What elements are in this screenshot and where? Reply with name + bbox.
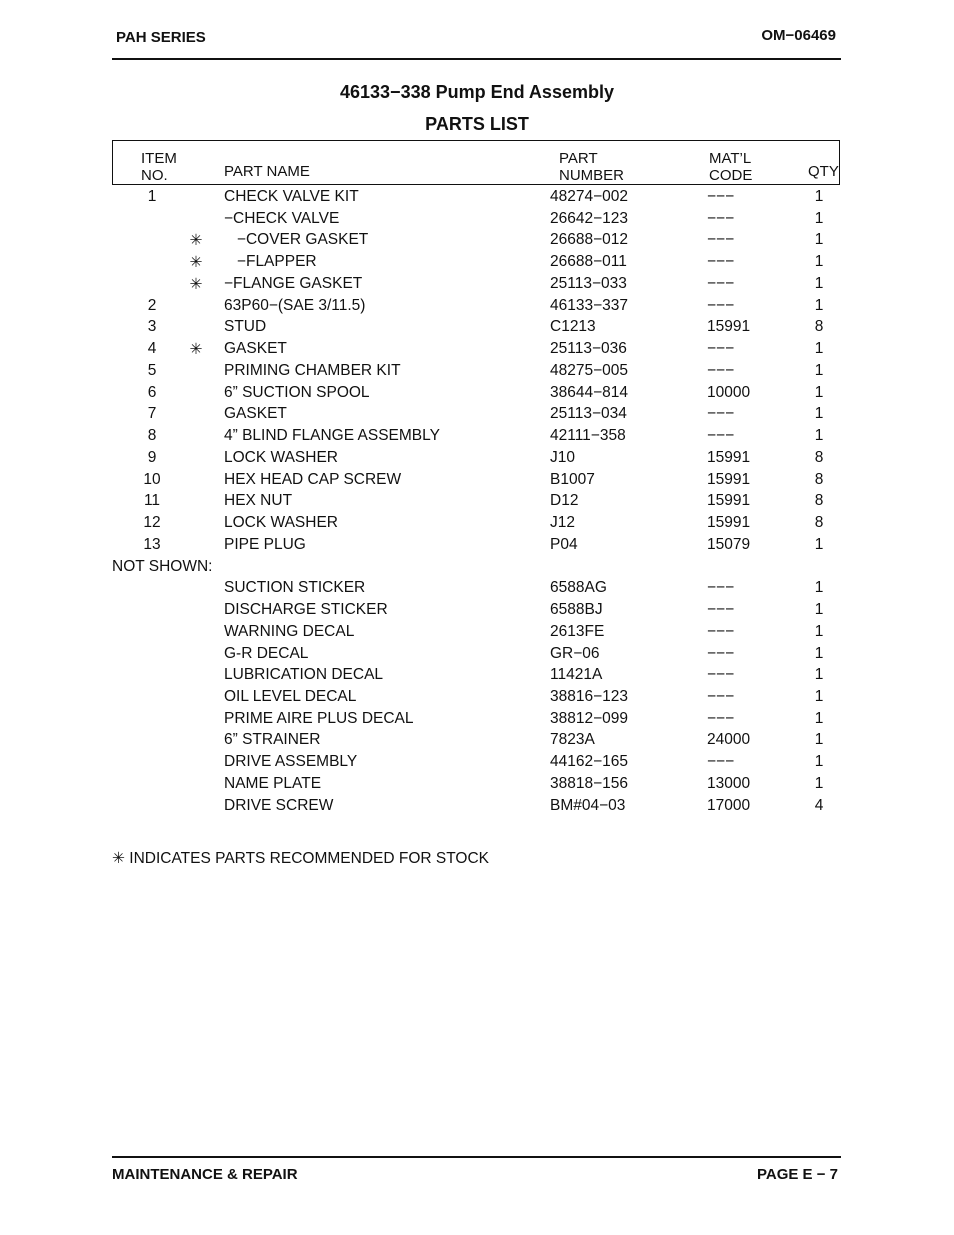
- part-number: GR−06: [550, 645, 600, 662]
- part-number: P04: [550, 536, 578, 553]
- material-code: 15991: [707, 492, 751, 509]
- part-name: HEX HEAD CAP SCREW: [224, 471, 402, 488]
- part-number: BM#04−03: [550, 797, 626, 814]
- quantity: 1: [814, 536, 824, 553]
- part-number: 38812−099: [550, 710, 629, 727]
- part-number: J10: [550, 449, 575, 466]
- part-name: 6” STRAINER: [224, 731, 321, 748]
- part-number: 25113−034: [550, 405, 627, 422]
- table-row: [0, 253, 954, 274]
- material-code: −−−: [707, 231, 735, 248]
- part-number: 26642−123: [550, 210, 629, 227]
- part-name: 4” BLIND FLANGE ASSEMBLY: [224, 427, 440, 444]
- table-row: [0, 492, 954, 513]
- part-number: D12: [550, 492, 579, 509]
- material-code: −−−: [707, 601, 735, 618]
- material-code: −−−: [707, 427, 735, 444]
- item-number: 8: [147, 427, 157, 444]
- material-code: 24000: [707, 731, 751, 748]
- col-item-line2: NO.: [141, 167, 168, 184]
- quantity: 1: [814, 297, 824, 314]
- part-name: LOCK WASHER: [224, 449, 338, 466]
- header-rule: [112, 58, 841, 60]
- part-number: 7823A: [550, 731, 595, 748]
- quantity: 1: [814, 623, 824, 640]
- part-name: DRIVE SCREW: [224, 797, 334, 814]
- quantity: 1: [814, 340, 824, 357]
- stock-marker: ✳: [189, 232, 203, 249]
- stock-marker: ✳: [189, 276, 203, 293]
- part-number: 26688−012: [550, 231, 629, 248]
- part-name: PRIME AIRE PLUS DECAL: [224, 710, 414, 727]
- table-row: [0, 405, 954, 426]
- table-row: [0, 384, 954, 405]
- part-name: OIL LEVEL DECAL: [224, 688, 357, 705]
- part-number: 46133−337: [550, 297, 629, 314]
- table-row: [0, 666, 954, 687]
- table-row: [0, 623, 954, 644]
- table-row: [0, 601, 954, 622]
- table-row: [0, 753, 954, 774]
- quantity: 1: [814, 645, 824, 662]
- quantity: 1: [814, 275, 824, 292]
- part-number: 38818−156: [550, 775, 629, 792]
- quantity: 8: [814, 318, 824, 335]
- quantity: 8: [814, 514, 824, 531]
- part-name: G-R DECAL: [224, 645, 309, 662]
- series-label: PAH SERIES: [116, 29, 206, 46]
- part-number: 48275−005: [550, 362, 629, 379]
- part-number: 6588AG: [550, 579, 607, 596]
- col-mat-line2: CODE: [709, 167, 753, 184]
- item-number: 9: [147, 449, 157, 466]
- material-code: −−−: [707, 688, 735, 705]
- part-name: −FLAPPER: [224, 253, 317, 270]
- material-code: −−−: [707, 666, 735, 683]
- table-row: [0, 514, 954, 535]
- material-code: 15991: [707, 449, 751, 466]
- quantity: 1: [814, 753, 824, 770]
- quantity: 1: [814, 601, 824, 618]
- quantity: 1: [814, 210, 824, 227]
- table-row: [0, 645, 954, 666]
- table-row: [0, 275, 954, 296]
- quantity: 8: [814, 471, 824, 488]
- part-number: 42111−358: [550, 427, 626, 444]
- material-code: −−−: [707, 710, 735, 727]
- item-number: 12: [143, 514, 161, 531]
- quantity: 1: [814, 384, 824, 401]
- part-name: LOCK WASHER: [224, 514, 338, 531]
- col-item-line1: ITEM: [141, 150, 177, 167]
- stock-marker: ✳: [189, 254, 203, 271]
- part-number: 6588BJ: [550, 601, 603, 618]
- material-code: −−−: [707, 645, 735, 662]
- table-row: [0, 797, 954, 818]
- stock-footnote: ✳ INDICATES PARTS RECOMMENDED FOR STOCK: [112, 850, 489, 867]
- part-name: −FLANGE GASKET: [224, 275, 363, 292]
- col-part-line2: NUMBER: [559, 167, 625, 184]
- col-part-name: PART NAME: [224, 163, 310, 180]
- table-row: [0, 731, 954, 752]
- item-number: 7: [147, 405, 157, 422]
- quantity: 8: [814, 492, 824, 509]
- quantity: 1: [814, 405, 824, 422]
- part-name: HEX NUT: [224, 492, 293, 509]
- part-name: NAME PLATE: [224, 775, 322, 792]
- table-row: [0, 297, 954, 318]
- part-number: 26688−011: [550, 253, 627, 270]
- parts-list-title: PARTS LIST: [425, 114, 529, 134]
- col-qty: QTY: [808, 163, 839, 180]
- part-number: B1007: [550, 471, 595, 488]
- table-row: [0, 471, 954, 492]
- quantity: 1: [814, 253, 824, 270]
- part-name: GASKET: [224, 405, 287, 422]
- quantity: 4: [814, 797, 824, 814]
- item-number: 6: [147, 384, 157, 401]
- table-row: [0, 775, 954, 796]
- material-code: −−−: [707, 253, 735, 270]
- material-code: −−−: [707, 405, 735, 422]
- item-number: 11: [143, 492, 161, 509]
- material-code: −−−: [707, 579, 735, 596]
- table-row: [0, 188, 954, 209]
- page-number: PAGE E − 7: [756, 1166, 838, 1183]
- part-name: 63P60−(SAE 3/11.5): [224, 297, 366, 314]
- item-number: 4: [147, 340, 157, 357]
- material-code: 15991: [707, 514, 751, 531]
- quantity: 1: [814, 427, 824, 444]
- quantity: 8: [814, 449, 824, 466]
- part-name: GASKET: [224, 340, 287, 357]
- quantity: 1: [814, 188, 824, 205]
- part-name: WARNING DECAL: [224, 623, 355, 640]
- table-row: [0, 427, 954, 448]
- material-code: −−−: [707, 623, 735, 640]
- part-number: 25113−033: [550, 275, 627, 292]
- table-row: [0, 449, 954, 470]
- table-row: [0, 231, 954, 252]
- part-name: 6” SUCTION SPOOL: [224, 384, 370, 401]
- col-part-line1: PART: [559, 150, 598, 167]
- part-number: 25113−036: [550, 340, 627, 357]
- part-name: CHECK VALVE KIT: [224, 188, 359, 205]
- material-code: 17000: [707, 797, 751, 814]
- quantity: 1: [814, 231, 824, 248]
- part-name: −COVER GASKET: [224, 231, 369, 248]
- part-number: 48274−002: [550, 188, 629, 205]
- table-row: [0, 688, 954, 709]
- document-number: OM−06469: [761, 27, 836, 44]
- item-number: 5: [147, 362, 157, 379]
- item-number: 1: [147, 188, 157, 205]
- material-code: −−−: [707, 753, 735, 770]
- quantity: 1: [814, 688, 824, 705]
- part-name: −CHECK VALVE: [224, 210, 340, 227]
- quantity: 1: [814, 731, 824, 748]
- quantity: 1: [814, 775, 824, 792]
- material-code: −−−: [707, 340, 735, 357]
- material-code: −−−: [707, 297, 735, 314]
- item-number: 13: [143, 536, 161, 553]
- material-code: 15991: [707, 318, 751, 335]
- part-name: PRIMING CHAMBER KIT: [224, 362, 401, 379]
- material-code: −−−: [707, 362, 735, 379]
- table-row: [0, 210, 954, 231]
- part-name: STUD: [224, 318, 267, 335]
- quantity: 1: [814, 710, 824, 727]
- quantity: 1: [814, 362, 824, 379]
- material-code: 15991: [707, 471, 751, 488]
- quantity: 1: [814, 666, 824, 683]
- part-name: LUBRICATION DECAL: [224, 666, 384, 683]
- item-number: 10: [143, 471, 161, 488]
- item-number: 2: [147, 297, 157, 314]
- footer-rule: [112, 1156, 841, 1158]
- table-row: [0, 579, 954, 600]
- part-number: J12: [550, 514, 575, 531]
- part-number: 2613FE: [550, 623, 605, 640]
- material-code: 10000: [707, 384, 751, 401]
- part-name: DISCHARGE STICKER: [224, 601, 388, 618]
- item-number: 3: [147, 318, 157, 335]
- material-code: 13000: [707, 775, 751, 792]
- part-name: PIPE PLUG: [224, 536, 306, 553]
- part-number: 38816−123: [550, 688, 629, 705]
- col-mat-line1: MAT’L: [709, 150, 752, 167]
- part-number: 11421A: [550, 666, 603, 683]
- table-row: [0, 318, 954, 339]
- table-row: [0, 710, 954, 731]
- quantity: 1: [814, 579, 824, 596]
- part-number: 38644−814: [550, 384, 629, 401]
- stock-marker: ✳: [189, 341, 203, 358]
- table-row: [0, 362, 954, 383]
- section-label: MAINTENANCE & REPAIR: [112, 1166, 298, 1183]
- table-row: [0, 340, 954, 361]
- part-name: DRIVE ASSEMBLY: [224, 753, 358, 770]
- part-number: C1213: [550, 318, 596, 335]
- not-shown-label: NOT SHOWN:: [112, 558, 213, 575]
- part-number: 44162−165: [550, 753, 629, 770]
- material-code: 15079: [707, 536, 751, 553]
- material-code: −−−: [707, 188, 735, 205]
- part-name: SUCTION STICKER: [224, 579, 366, 596]
- material-code: −−−: [707, 210, 735, 227]
- material-code: −−−: [707, 275, 735, 292]
- table-row: [0, 536, 954, 557]
- assembly-title: 46133−338 Pump End Assembly: [340, 82, 614, 102]
